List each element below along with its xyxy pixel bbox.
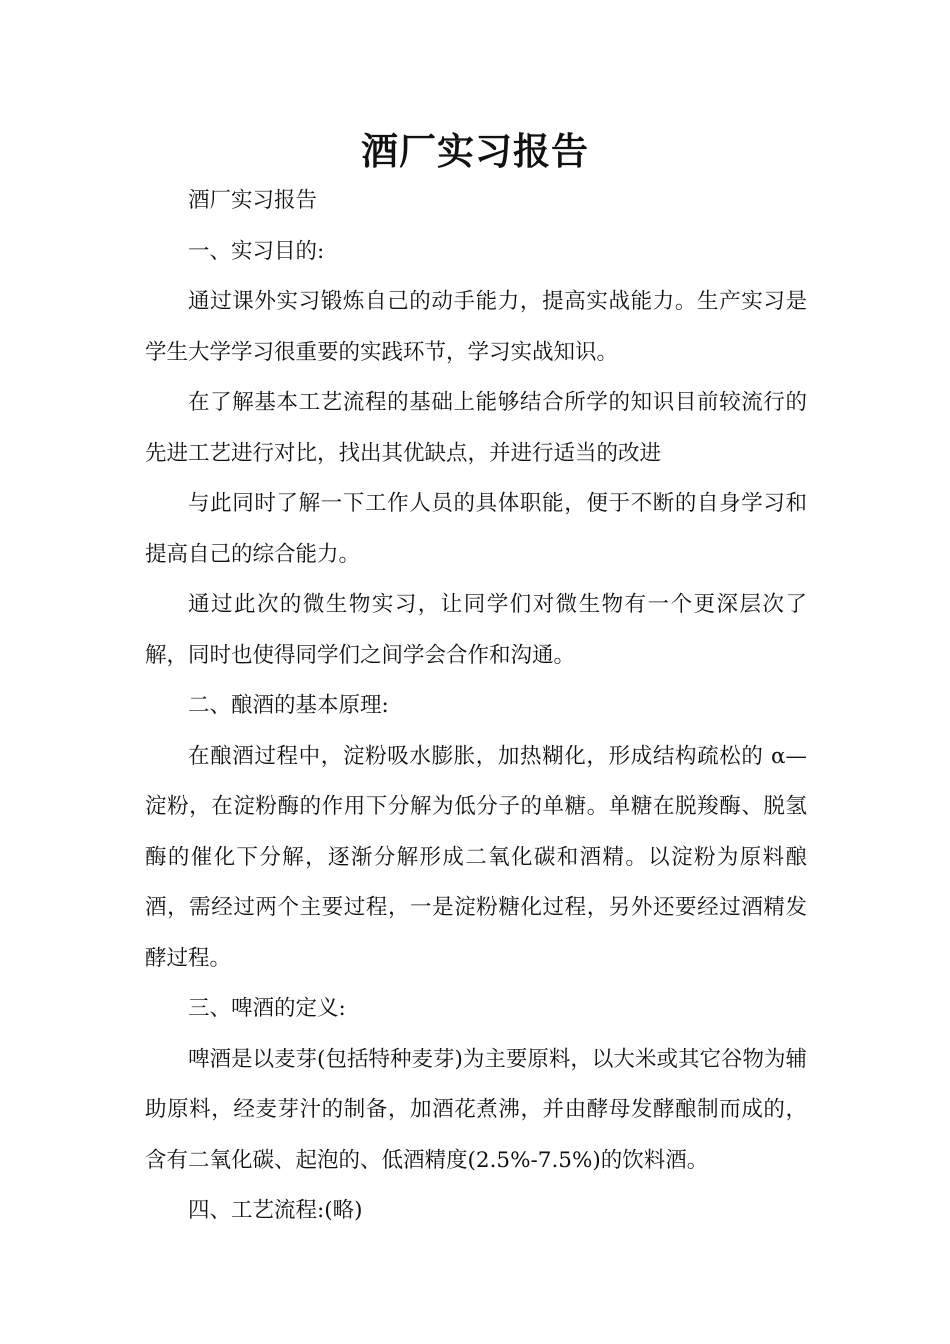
paragraph: 通过课外实习锻炼自己的动手能力，提高实战能力。生产实习是学生大学学习很重要的实践环节，学习实战知识。	[145, 289, 807, 365]
section-heading-process: 四、工艺流程:(略)	[188, 1198, 363, 1223]
section-heading-principle: 二、酿酒的基本原理:	[188, 693, 389, 718]
document-body	[145, 176, 807, 1237]
paragraph: 在了解基本工艺流程的基础上能够结合所学的知识目前较流行的先进工艺进行对比，找出其优缺点，并进行适当的改进	[145, 390, 807, 466]
paragraph: 在酿酒过程中，淀粉吸水膨胀，加热糊化，形成结构疏松的 α—淀粉，在淀粉酶的作用下分解为低分子的单糖。单糖在脱羧酶、脱氢酶的催化下分解，逐渐分解形成二氧化碳和酒精。以淀粉为原料酿酒，需经过两个主要过程，一是淀粉糖化过程，另外还要经过酒精发酵过程。	[145, 743, 807, 971]
paragraph: 啤酒是以麦芽(包括特种麦芽)为主要原料，以大米或其它谷物为辅助原料，经麦芽汁的制备，加酒花煮沸，并由酵母发酵酿制而成的，含有二氧化碳、起泡的、低酒精度(2.5%-7.5%)的饮料酒。	[145, 1046, 807, 1173]
section-heading-purpose: 一、实习目的:	[188, 238, 325, 264]
paragraph: 与此同时了解一下工作人员的具体职能，便于不断的自身学习和提高自己的综合能力。	[145, 491, 807, 567]
section-heading-definition: 三、啤酒的定义:	[188, 996, 346, 1021]
document-title: 酒厂实习报告	[361, 130, 589, 173]
paragraph: 通过此次的微生物实习，让同学们对微生物有一个更深层次了解，同时也使得同学们之间学会合作和沟通。	[145, 592, 807, 668]
paragraph-subtitle: 酒厂实习报告	[188, 188, 318, 213]
